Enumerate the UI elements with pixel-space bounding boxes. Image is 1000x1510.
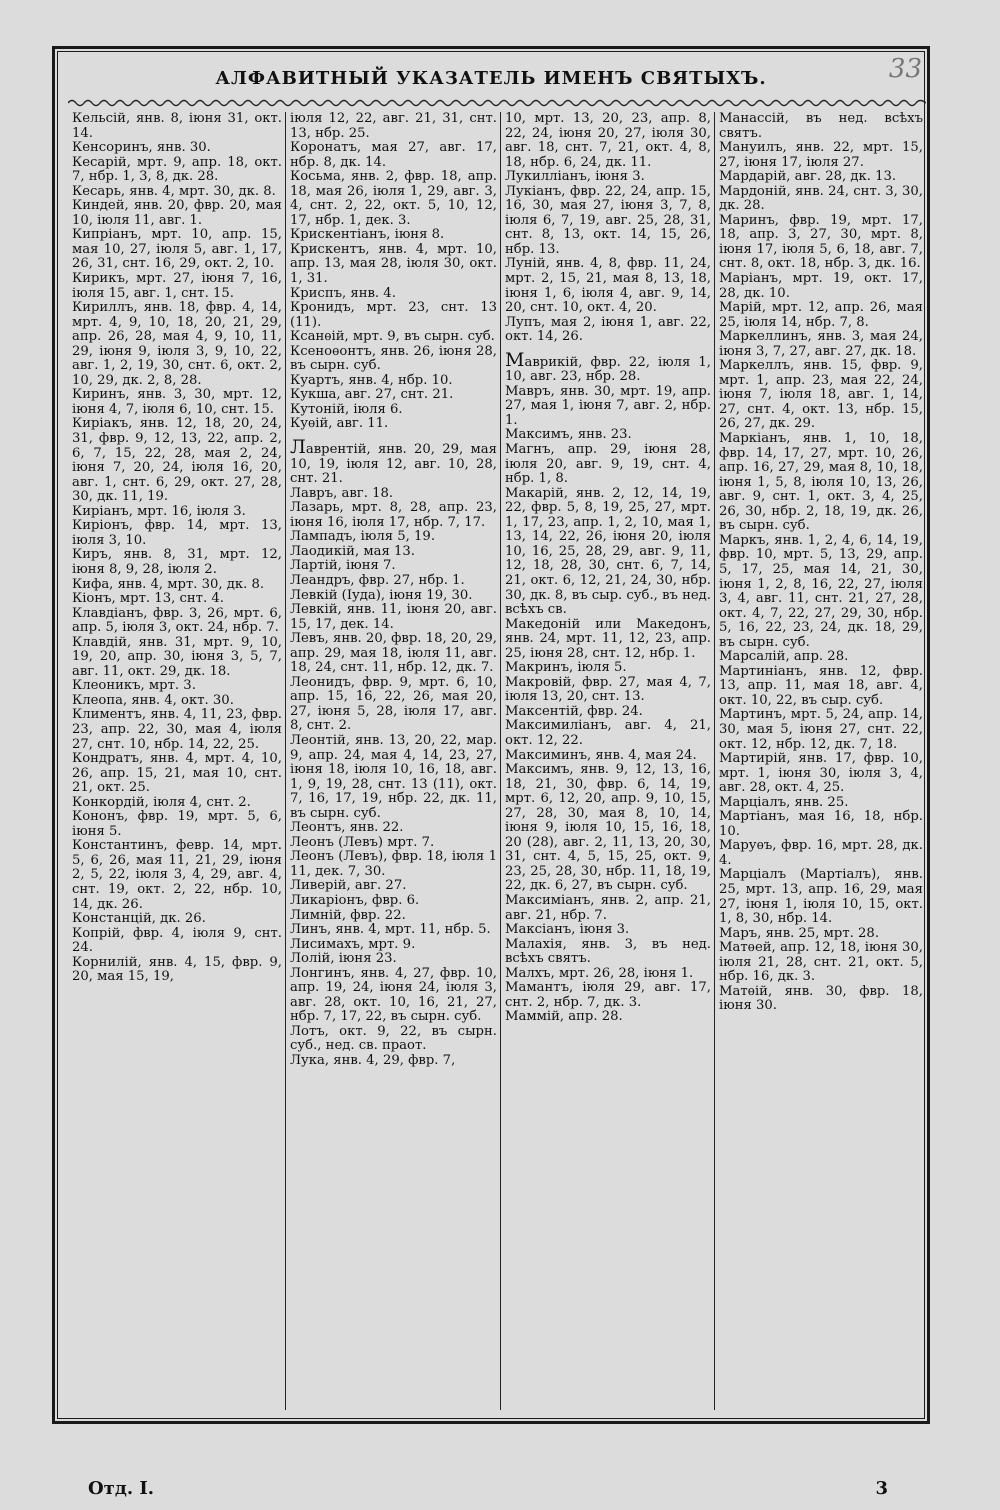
index-entry: Максимиліанъ, авг. 4, 21, окт. 12, 22.: [505, 718, 711, 748]
index-entry: Максиминъ, янв. 4, мая 24.: [505, 747, 697, 763]
index-entry: Киръ, янв. 8, 31, мрт. 12, іюня 8, 9, 28, іюля 2.: [72, 547, 282, 577]
index-entry: Клеопа, янв. 4, окт. 30.: [72, 692, 234, 708]
index-entry: Кесарій, мрт. 9, апр. 18, окт. 7, нбр. 1, 3, 8, дк. 28.: [72, 154, 282, 185]
index-entry: Кифа, янв. 4, мрт. 30, дк. 8.: [72, 576, 265, 592]
index-entry: Лукилліанъ, іюня 3.: [505, 169, 645, 185]
index-entry: Кипріанъ, мрт. 10, апр. 15, мая 10, 27, іюля 5, авг. 1, 17, 26, 31, снт. 16, 29, окт. 2, 10.: [72, 227, 282, 272]
index-entry: Кіонъ, мрт. 13, снт. 4.: [72, 591, 224, 607]
wavy-divider: [68, 98, 926, 108]
index-entry: Маркеллинъ, янв. 3, мая 24, іюня 3, 7, 27, авг. 27, дк. 18.: [719, 329, 923, 359]
index-entry: Малхъ, мрт. 26, 28, іюня 1.: [505, 965, 694, 981]
section-label: Отд. I.: [88, 1478, 155, 1499]
index-column-2: [286, 112, 501, 1410]
index-entry: Леонтій, янв. 13, 20, 22, мар. 9, апр. 24, мая 4, 14, 23, 27, іюня 18, іюля 10, 16, 18, авг. 1, 9, 19, 28, снт. 13 (11), окт. 7, 16, 17, 19, нбр. 22, дк. 11, въ сырн. суб.: [290, 732, 497, 821]
index-entry: Луній, янв. 4, 8, фвр. 11, 24, мрт. 2, 15, 21, мая 8, 13, 18, іюня 1, 6, іюля 4, авг. 9, 14, 20, снт. 10, окт. 4, 20.: [505, 256, 711, 316]
index-entry: Лавръ, авг. 18.: [290, 485, 394, 501]
index-entry: Киріонъ, фвр. 14, мрт. 13, іюля 3, 10.: [72, 518, 282, 548]
index-entry: Клавдій, янв. 31, мрт. 9, 10, 19, 20, апр. 30, іюня 3, 5, 7, авг. 11, окт. 29, дк. 18.: [72, 634, 282, 679]
index-entry: Маркіанъ, янв. 1, 10, 18, фвр. 14, 17, 27, мрт. 10, 26, апр. 16, 27, 29, мая 8, 10, 18, іюня 1, 5, 8, іюля 10, 13, 26, авг. 9, снт. 1, окт. 3, 4, 25, 26, 30, нбр. 2, 18, 19, дк. 26, въ сырн. суб.: [719, 431, 923, 534]
index-entry: Лартій, іюня 7.: [290, 558, 396, 574]
index-entry: Лимній, фвр. 22.: [290, 907, 406, 923]
index-entry: Левъ, янв. 20, фвр. 18, 20, 29, апр. 29, мая 18, іюля 11, авг. 18, 24, снт. 11, нбр. 12, дк. 7.: [290, 631, 497, 676]
index-entry: Крискентіанъ, іюня 8.: [290, 227, 445, 243]
index-entry: Маммій, апр. 28.: [505, 1009, 623, 1025]
index-entry: Макринъ, іюля 5.: [505, 660, 627, 676]
index-entry: Мардоній, янв. 24, снт. 3, 30, дк. 28.: [719, 183, 923, 214]
index-entry: Мартіанъ, мая 16, 18, нбр. 10.: [719, 809, 923, 839]
index-entry: Лазарь, мрт. 8, 28, апр. 23, іюня 16, іюля 17, нбр. 7, 17.: [290, 500, 497, 530]
index-entry: Мартинъ, мрт. 5, 24, апр. 14, 30, мая 5, іюня 27, снт. 22, окт. 12, нбр. 12, дк. 7, 18.: [719, 707, 923, 752]
index-entry: Маркъ, янв. 1, 2, 4, 6, 14, 19, фвр. 10, мрт. 5, 13, 29, апр. 5, 17, 25, мая 14, 21, 30, іюня 1, 2, 8, 16, 22, 27, іюля 3, 4, авг. 11, снт. 21, 27, 28, окт. 4, 7, 22, 27, 29, 30, нбр. 5, 16, 22, 23, 24, дк. 18, 29, въ сырн. суб.: [719, 532, 923, 650]
index-entry: Маринъ, фвр. 19, мрт. 17, 18, апр. 3, 27, 30, мрт. 8, іюня 17, іюля 5, 6, 18, авг. 7, снт. 8, окт. 18, нбр. 3, дк. 16.: [719, 212, 923, 272]
index-entry: Мардарій, авг. 28, дк. 13.: [719, 169, 897, 185]
index-entry: Максимъ, янв. 9, 12, 13, 16, 18, 21, 30, фвр. 6, 14, 19, мрт. 6, 12, 20, апр. 9, 10, 15, 27, 28, 30, мая 8, 10, 14, іюня 9, іюля 10, 15, 16, 18, 20 (28), авг. 2, 11, 13, 20, 30, 31, снт. 4, 5, 15, 25, окт. 9, 23, 25, 28, 30, нбр. 11, 18, 19, 22, дк. 6, 27, въ сырн. суб.: [505, 762, 711, 894]
index-entry: Кукша, авг. 27, снт. 21.: [290, 387, 454, 403]
index-entry: Киріанъ, мрт. 16, іюля 3.: [72, 503, 246, 519]
index-entry: Кутоній, іюля 6.: [290, 401, 403, 417]
index-entry: Леонъ (Левъ) мрт. 7.: [290, 834, 435, 850]
index-entry: Лолій, іюня 23.: [290, 951, 397, 967]
index-column-3: [501, 112, 715, 1410]
index-entry: Марсалій, апр. 28.: [719, 649, 849, 665]
index-entry: Косьма, янв. 2, фвр. 18, апр. 18, мая 26, іюля 1, 29, авг. 3, 4, снт. 2, 22, окт. 5, 10, 12, 17, нбр. 1, дек. 3.: [290, 169, 497, 228]
index-entry: Левкій (Іуда), іюня 19, 30.: [290, 587, 473, 603]
page-number: 3: [875, 1478, 888, 1499]
index-entry: Линъ, янв. 4, мрт. 11, нбр. 5.: [290, 922, 491, 938]
index-entry: Кельсій, янв. 8, іюня 31, окт. 14.: [72, 112, 282, 141]
index-entry: Лаодикій, мая 13.: [290, 543, 415, 559]
index-entry: Лонгинъ, янв. 4, 27, фвр. 10, апр. 19, 24, іюня 24, іюля 3, авг. 28, окт. 10, 16, 21, 27, нбр. 7, 17, 22, въ сырн. суб.: [290, 965, 497, 1025]
index-entry: Мавръ, янв. 30, мрт. 19, апр. 27, мая 1, іюня 7, авг. 2, нбр. 1.: [505, 383, 711, 428]
index-entry: Кондратъ, янв. 4, мрт. 4, 10, 26, апр. 15, 21, мая 10, снт. 21, окт. 25.: [72, 751, 282, 796]
index-entry: Кононъ, фвр. 19, мрт. 5, 6, іюня 5.: [72, 809, 282, 839]
index-entry: Копрій, фвр. 4, іюля 9, снт. 24.: [72, 925, 282, 956]
index-entry: Константинъ, февр. 14, мрт. 5, 6, 26, мая 11, 21, 29, іюня 2, 5, 22, іюля 3, 4, 29, авг. 4, снт. 19, окт. 2, 22, нбр. 10, 14, дк. 26.: [72, 838, 282, 912]
index-entry: Маръ, янв. 25, мрт. 28.: [719, 925, 880, 941]
index-entry: Куартъ, янв. 4, нбр. 10.: [290, 372, 453, 388]
index-entry: Леонтъ, янв. 22.: [290, 820, 404, 836]
index-entry: Крискентъ, янв. 4, мрт. 10, апр. 13, мая 28, іюля 30, окт. 1, 31.: [290, 241, 497, 287]
index-entry: Кириллъ, янв. 18, фвр. 4, 14, мрт. 4, 9, 10, 18, 20, 21, 29, апр. 26, 28, мая 4, 9, 10, 11, 29, іюня 9, іюля 3, 9, 10, 22, авг. 1, 2, 19, 30, снт. 6, окт. 2, 10, 29, дк. 2, 8, 28.: [72, 300, 282, 388]
index-column-1: [68, 112, 286, 1410]
index-entry: Климентъ, янв. 4, 11, 23, фвр. 23, апр. 22, 30, мая 4, іюля 27, снт. 10, нбр. 14, 22, 25.: [72, 707, 282, 752]
index-entry: Максентій, фвр. 24.: [505, 703, 643, 719]
index-entry: Марціалъ (Мартіалъ), янв. 25, мрт. 13, апр. 16, 29, мая 27, іюня 1, іюля 10, 15, окт. 1, 8, 30, нбр. 14.: [719, 867, 923, 927]
index-columns: [68, 112, 926, 1410]
index-entry: Мануилъ, янв. 22, мрт. 15, 27, іюня 17, іюля 27.: [719, 140, 923, 170]
index-entry: Кирикъ, мрт. 27, іюня 7, 16, іюля 15, авг. 1, снт. 15.: [72, 271, 282, 301]
index-entry: Клавдіанъ, фвр. 3, 26, мрт. 6, апр. 5, іюля 3, окт. 24, нбр. 7.: [72, 605, 282, 636]
handwritten-page-number: 33: [888, 54, 922, 84]
index-entry: Малахія, янв. 3, въ нед. всѣхъ святъ.: [505, 936, 711, 967]
index-entry: Максіанъ, іюня 3.: [505, 922, 630, 938]
index-entry: Матѳей, апр. 12, 18, іюня 30, іюля 21, 28, снт. 21, окт. 5, нбр. 16, дк. 3.: [719, 940, 923, 985]
index-entry: Лупъ, мая 2, іюня 1, авг. 22, окт. 14, 26.: [505, 314, 711, 345]
index-entry: Лукіанъ, фвр. 22, 24, апр. 15, 16, 30, мая 27, іюня 3, 7, 8, іюля 6, 7, 19, авг. 25, 28, 31, снт. 8, 13, окт. 14, 15, 26, нбр. 13.: [505, 183, 711, 257]
index-entry: Максиміанъ, янв. 2, апр. 21, авг. 21, нбр. 7.: [505, 892, 711, 923]
page-title: АЛФАВИТНЫЙ УКАЗАТЕЛЬ ИМЕНЪ СВЯТЫХЪ.: [215, 68, 767, 89]
index-entry: Кронидъ, мрт. 23, снт. 13 (11).: [290, 300, 497, 330]
index-entry: 10, мрт. 13, 20, 23, апр. 8, 22, 24, іюня 20, 27, іюля 30, авг. 18, снт. 7, 21, окт. 4, 8, 18, нбр. 6, 24, дк. 11.: [505, 112, 711, 170]
index-entry: Лотъ, окт. 9, 22, въ сырн. суб., нед. св. праот.: [290, 1023, 497, 1054]
index-entry: Констанцій, дк. 26.: [72, 911, 206, 927]
index-entry: Леонидъ, фвр. 9, мрт. 6, 10, апр. 15, 16, 22, 26, мая 20, 27, іюня 5, 28, іюля 17, авг. 8, снт. 2.: [290, 674, 497, 734]
index-entry: Мартиніанъ, янв. 12, фвр. 13, апр. 11, мая 18, авг. 4, окт. 10, 22, въ сыр. суб.: [719, 663, 923, 708]
index-entry: Маврикій, фвр. 22, іюля 1, 10, авг. 23, нбр. 28.: [505, 348, 711, 385]
index-entry: Македоній или Македонъ, янв. 24, мрт. 11, 12, 23, апр. 25, іюня 28, снт. 12, нбр. 1.: [505, 616, 711, 661]
index-entry: Конкордій, іюля 4, снт. 2.: [72, 794, 251, 810]
index-entry: Ксеноѳонтъ, янв. 26, іюня 28, въ сырн. суб.: [290, 343, 497, 374]
index-entry: Левкій, янв. 11, іюня 20, авг. 15, 17, дек. 14.: [290, 602, 497, 632]
index-entry: Ксанѳій, мрт. 9, въ сырн. суб.: [290, 329, 495, 345]
index-entry: Кесарь, янв. 4, мрт. 30, дк. 8.: [72, 183, 276, 199]
index-entry: Макарій, янв. 2, 12, 14, 19, 22, фвр. 5, 8, 19, 25, 27, мрт. 1, 17, 23, апр. 1, 2, 10, мая 1, 13, 14, 22, 26, іюня 20, іюля 10, 16, 25, 28, 29, авг. 9, 11, 12, 18, 28, 30, снт. 6, 7, 14, 21, окт. 6, 12, 21, 24, 30, нбр. 30, дк. 8, въ сыр. суб., въ нед. всѣхъ св.: [505, 485, 711, 618]
index-entry: Коронатъ, мая 27, авг. 17, нбр. 8, дк. 14.: [290, 140, 497, 170]
index-column-4: [715, 112, 926, 1410]
index-entry: іюля 12, 22, авг. 21, 31, снт. 13, нбр. 25.: [290, 112, 497, 141]
index-entry: Куѳій, авг. 11.: [290, 416, 389, 432]
index-entry: Леандръ, фвр. 27, нбр. 1.: [290, 572, 465, 588]
index-entry: Лампадъ, іюля 5, 19.: [290, 529, 436, 545]
index-entry: Киндей, янв. 20, фвр. 20, мая 10, іюля 11, авг. 1.: [72, 198, 282, 228]
index-entry: Корнилій, янв. 4, 15, фвр. 9, 20, мая 15, 19,: [72, 954, 282, 985]
index-entry: Киріакъ, янв. 12, 18, 20, 24, 31, фвр. 9, 12, 13, 22, апр. 2, 6, 7, 15, 22, 28, мая 2, 24, іюня 7, 20, 24, іюля 16, 20, авг. 1, снт. 6, 29, окт. 27, 28, 30, дк. 11, 19.: [72, 416, 282, 505]
index-entry: Макровій, фвр. 27, мая 4, 7, іюля 13, 20, снт. 13.: [505, 674, 711, 705]
index-entry: Криспъ, янв. 4.: [290, 285, 396, 301]
index-entry: Лисимахъ, мрт. 9.: [290, 936, 416, 952]
index-entry: Мамантъ, іюля 29, авг. 17, снт. 2, нбр. 7, дк. 3.: [505, 980, 711, 1010]
index-entry: Максимъ, янв. 23.: [505, 427, 632, 443]
index-entry: Леонъ (Левъ), фвр. 18, іюля 1 11, дек. 7, 30.: [290, 849, 497, 879]
index-entry: Маркеллъ, янв. 15, фвр. 9, мрт. 1, апр. 23, мая 22, 24, іюня 7, іюля 18, авг. 1, 14, 27, снт. 4, окт. 13, нбр. 15, 26, 27, дк. 29.: [719, 358, 923, 432]
index-entry: Ликаріонъ, фвр. 6.: [290, 892, 420, 908]
index-entry: Матѳій, янв. 30, фвр. 18, іюня 30.: [719, 983, 923, 1014]
index-entry: Ливерій, авг. 27.: [290, 878, 407, 894]
index-entry: Марій, мрт. 12, апр. 26, мая 25, іюля 14, нбр. 7, 8.: [719, 300, 923, 330]
index-entry: Маріанъ, мрт. 19, окт. 17, 28, дк. 10.: [719, 271, 923, 301]
index-entry: Лука, янв. 4, 29, фвр. 7,: [290, 1053, 456, 1068]
index-entry: Магнъ, апр. 29, іюня 28, іюля 20, авг. 9, 19, снт. 4, нбр. 1, 8.: [505, 442, 711, 487]
index-entry: Кенсоринъ, янв. 30.: [72, 140, 211, 156]
index-entry: Манассій, въ нед. всѣхъ святъ.: [719, 112, 923, 141]
index-entry: Лаврентій, янв. 20, 29, мая 10, 19, іюля 12, авг. 10, 28, снт. 21.: [290, 436, 497, 487]
index-entry: Мартирій, янв. 17, фвр. 10, мрт. 1, іюня 30, іюля 3, 4, авг. 28, окт. 4, 25.: [719, 751, 923, 796]
index-entry: Маруѳъ, фвр. 16, мрт. 28, дк. 4.: [719, 838, 923, 868]
index-entry: Клеоникъ, мрт. 3.: [72, 678, 196, 694]
index-entry: Киринъ, янв. 3, 30, мрт. 12, іюня 4, 7, іюля 6, 10, снт. 15.: [72, 387, 282, 417]
index-entry: Марціалъ, янв. 25.: [719, 794, 849, 810]
